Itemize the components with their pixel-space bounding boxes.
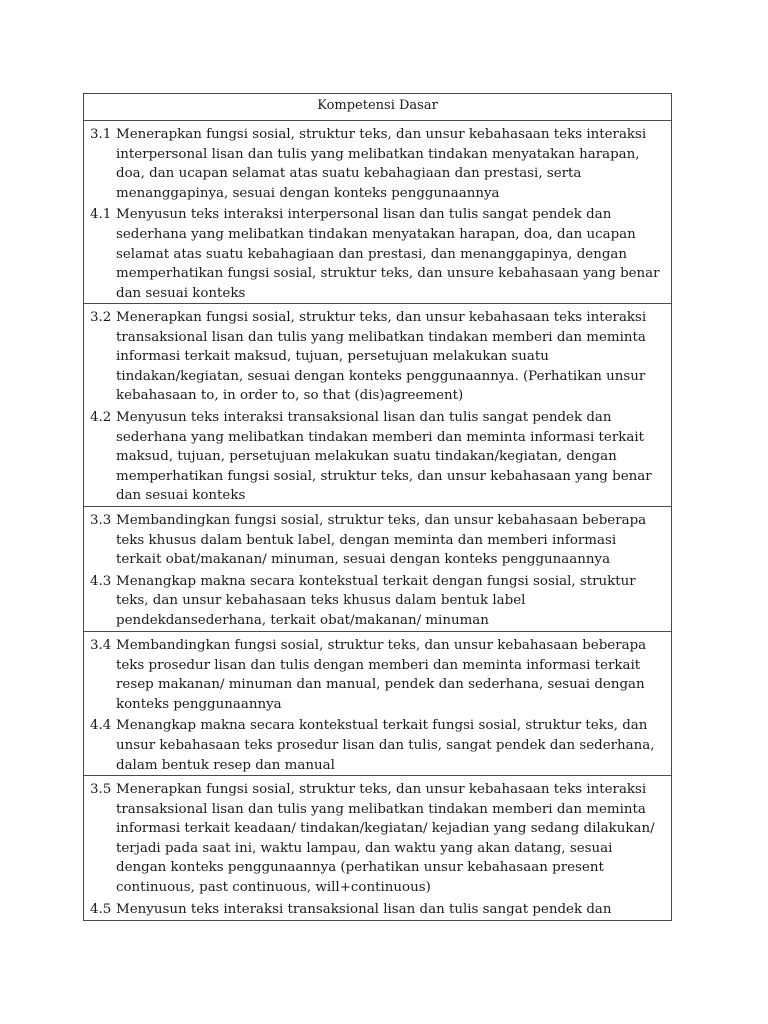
competency-text: Menerapkan fungsi sosial, struktur teks, dan unsur kebahasaan teks interaksi transaksional lisan dan tulis yang melibatkan tindakan memberi dan meminta informasi terkait keadaan/ tindakan/kegiatan/ kejadian yang sedang dilakukan/ terjadi pada saat ini, waktu lampau, dan waktu yang akan datang, sesuai dengan konteks penggunaannya (perhatikan unsur kebahasaan present continuous, past continuous, will+continuous) [116,782,655,895]
competency-number: 4.2 [90,409,112,425]
competency-number: 4.4 [90,718,112,734]
competency-text: Menerapkan fungsi sosial, struktur teks, dan unsur kebahasaan teks interaksi interpersonal lisan dan tulis yang melibatkan tindakan menyatakan harapan, doa, dan ucapan selamat atas suatu kebahagiaan dan prestasi, serta menanggapinya, sesuai dengan konteks penggunaannya [116,127,647,201]
competency-item [90,636,665,714]
competency-item [90,780,665,898]
competency-text: Menangkap makna secara kontekstual terkait dengan fungsi sosial, struktur teks, dan unsur kebahasaan teks khusus dalam bentuk label pendekdansederhana, terkait obat/makanan/ minuman [116,573,636,628]
competency-item [90,716,665,775]
competency-table [83,93,672,921]
table-header: Kompetensi Dasar [84,94,671,121]
competency-number: 4.1 [90,207,112,223]
competency-number: 3.2 [90,310,112,325]
competency-item [90,408,665,506]
competency-number: 3.1 [90,127,112,142]
table-row [84,304,671,507]
competency-text: Menerapkan fungsi sosial, struktur teks, dan unsur kebahasaan teks interaksi transaksional lisan dan tulis yang melibatkan tindakan memberi dan meminta informasi terkait maksud, tujuan, persetujuan melakukan suatu tindakan/kegiatan, sesuai dengan konteks penggunaannya. (Perhatikan unsur kebahasaan to, in order to, so that (dis)agreement) [116,310,647,404]
competency-text: Membandingkan fungsi sosial, struktur teks, dan unsur kebahasaan beberapa teks khusus dalam bentuk label, dengan meminta dan memberi informasi terkait obat/makanan/ minuman, sesuai dengan konteks penggunaannya [116,513,647,568]
competency-text: Menyusun teks interaksi transaksional lisan dan tulis sangat pendek dan sederhana yang melibatkan tindakan memberi dan meminta informasi terkait maksud, tujuan, persetujuan melakukan suatu tindakan/kegiatan, dengan memperhatikan fungsi sosial, struktur teks, dan unsur kebahasaan yang benar dan sesuai konteks [116,409,652,504]
competency-item [90,572,665,631]
competency-number: 4.3 [90,573,112,589]
competency-text: Menyusun teks interaksi interpersonal lisan dan tulis sangat pendek dan sederhana yang melibatkan tindakan menyatakan harapan, doa, dan ucapan selamat atas suatu kebahagiaan dan prestasi, dan menanggapinya, dengan memperhatikan fungsi sosial, struktur teks, dan unsure kebahasaan yang benar dan sesuai konteks [116,207,660,301]
table-row [84,776,671,921]
competency-item [90,511,665,570]
competency-number: 3.4 [90,638,112,653]
table-row [84,632,671,776]
competency-text: Membandingkan fungsi sosial, struktur teks, dan unsur kebahasaan beberapa teks prosedur lisan dan tulis dengan memberi dan meminta informasi terkait resep makanan/ minuman dan manual, pendek dan sederhana, sesuai dengan konteks penggunaannya [116,638,647,712]
competency-text: Menangkap makna secara kontekstual terkait fungsi sosial, struktur teks, dan unsur kebahasaan teks prosedur lisan dan tulis, sangat pendek dan sederhana, dalam bentuk resep dan manual [116,718,655,773]
competency-item [90,900,665,920]
table-row [84,121,671,304]
competency-item [90,205,665,303]
competency-text: Menyusun teks interaksi transaksional lisan dan tulis sangat pendek dan [116,901,612,917]
competency-number: 3.3 [90,513,112,528]
competency-number: 4.5 [90,901,112,917]
competency-item [90,308,665,406]
competency-item [90,125,665,203]
table-row [84,507,671,632]
competency-number: 3.5 [90,782,112,797]
